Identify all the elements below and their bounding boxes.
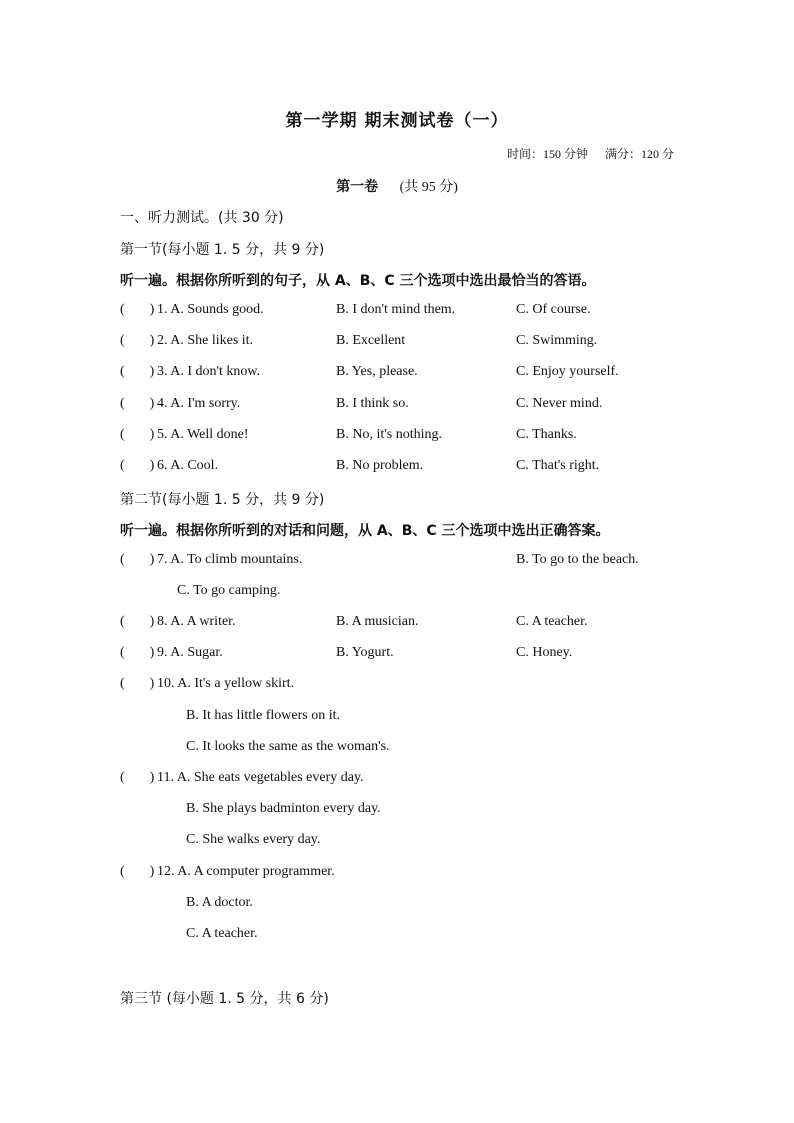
question-9 bbox=[120, 645, 680, 661]
question-5-option-a: 5. A. Well done! bbox=[157, 427, 249, 442]
question-10-option-b: B. It has little flowers on it. bbox=[186, 708, 340, 723]
answer-blank[interactable]: ( ) bbox=[120, 552, 155, 567]
answer-blank[interactable]: ( ) bbox=[120, 458, 155, 473]
question-12-option-a: 12. A. A computer programmer. bbox=[157, 864, 335, 879]
question-11-option-a: 11. A. She eats vegetables every day. bbox=[157, 770, 364, 785]
question-3-option-a: 3. A. I don't know. bbox=[157, 364, 261, 379]
question-7-option-c: C. To go camping. bbox=[177, 583, 281, 598]
question-3-option-c: C. Enjoy yourself. bbox=[516, 364, 619, 379]
full-score: 满分：120 分 bbox=[604, 147, 674, 161]
question-12 bbox=[120, 864, 680, 880]
question-12-option-b: B. A doctor. bbox=[186, 895, 253, 910]
question-1-option-a: 1. A. Sounds good. bbox=[157, 302, 264, 317]
part1-heading: 一、听力测试。(共 30 分) bbox=[120, 210, 284, 226]
question-8-option-c: C. A teacher. bbox=[516, 614, 588, 629]
answer-blank[interactable]: ( ) bbox=[120, 396, 155, 411]
question-9-option-c: C. Honey. bbox=[516, 645, 573, 660]
question-4-option-c: C. Never mind. bbox=[516, 396, 603, 411]
question-11 bbox=[120, 770, 680, 786]
question-11-option-b: B. She plays badminton every day. bbox=[186, 801, 381, 816]
exam-meta bbox=[507, 145, 674, 162]
section1-instruction: 听一遍。根据你所听到的句子，从 A、B、C 三个选项中选出最恰当的答语。 bbox=[120, 273, 596, 289]
question-6 bbox=[120, 458, 680, 474]
answer-blank[interactable]: ( ) bbox=[120, 864, 155, 879]
answer-blank[interactable]: ( ) bbox=[120, 364, 155, 379]
question-2-option-b: B. Excellent bbox=[336, 333, 406, 348]
section3-heading: 第三节 (每小题 1. 5 分，共 6 分) bbox=[120, 991, 329, 1007]
volume-heading bbox=[0, 176, 794, 196]
question-8-option-b: B. A musician. bbox=[336, 614, 419, 629]
question-9-option-b: B. Yogurt. bbox=[336, 645, 394, 660]
answer-blank[interactable]: ( ) bbox=[120, 333, 155, 348]
answer-blank[interactable]: ( ) bbox=[120, 645, 155, 660]
question-5-option-b: B. No, it's nothing. bbox=[336, 427, 442, 442]
section1-heading: 第一节(每小题 1. 5 分，共 9 分) bbox=[120, 242, 325, 258]
volume-points: (共 95 分) bbox=[399, 180, 458, 195]
question-10-option-a: 10. A. It's a yellow skirt. bbox=[157, 676, 295, 691]
question-2 bbox=[120, 333, 680, 349]
question-9-option-a: 9. A. Sugar. bbox=[157, 645, 223, 660]
question-6-option-c: C. That's right. bbox=[516, 458, 600, 473]
volume-name: 第一卷 bbox=[336, 179, 379, 195]
answer-blank[interactable]: ( ) bbox=[120, 302, 155, 317]
question-1-option-c: C. Of course. bbox=[516, 302, 591, 317]
question-5-option-c: C. Thanks. bbox=[516, 427, 577, 442]
answer-blank[interactable]: ( ) bbox=[120, 770, 155, 785]
question-7-option-a: 7. A. To climb mountains. bbox=[157, 552, 303, 567]
question-7 bbox=[120, 552, 680, 568]
question-10 bbox=[120, 676, 680, 692]
question-11-option-c: C. She walks every day. bbox=[186, 832, 321, 847]
question-5 bbox=[120, 427, 680, 443]
section2-heading: 第二节(每小题 1. 5 分，共 9 分) bbox=[120, 492, 325, 508]
answer-blank[interactable]: ( ) bbox=[120, 676, 155, 691]
question-10-option-c: C. It looks the same as the woman's. bbox=[186, 739, 390, 754]
question-3 bbox=[120, 364, 680, 380]
question-3-option-b: B. Yes, please. bbox=[336, 364, 418, 379]
question-4-option-b: B. I think so. bbox=[336, 396, 409, 411]
question-6-option-a: 6. A. Cool. bbox=[157, 458, 219, 473]
section2-instruction: 听一遍。根据你所听到的对话和问题，从 A、B、C 三个选项中选出正确答案。 bbox=[120, 523, 610, 539]
question-7-option-b: B. To go to the beach. bbox=[516, 552, 639, 567]
answer-blank[interactable]: ( ) bbox=[120, 427, 155, 442]
question-1 bbox=[120, 302, 680, 318]
question-1-option-b: B. I don't mind them. bbox=[336, 302, 456, 317]
question-4-option-a: 4. A. I'm sorry. bbox=[157, 396, 241, 411]
question-12-option-c: C. A teacher. bbox=[186, 926, 258, 941]
time-limit: 时间：150 分钟 bbox=[506, 147, 588, 161]
question-2-option-a: 2. A. She likes it. bbox=[157, 333, 254, 348]
question-8-option-a: 8. A. A writer. bbox=[157, 614, 236, 629]
question-8 bbox=[120, 614, 680, 630]
question-4 bbox=[120, 396, 680, 412]
answer-blank[interactable]: ( ) bbox=[120, 614, 155, 629]
question-2-option-c: C. Swimming. bbox=[516, 333, 598, 348]
question-6-option-b: B. No problem. bbox=[336, 458, 424, 473]
page-title: 第一学期 期末测试卷（一） bbox=[285, 111, 509, 131]
